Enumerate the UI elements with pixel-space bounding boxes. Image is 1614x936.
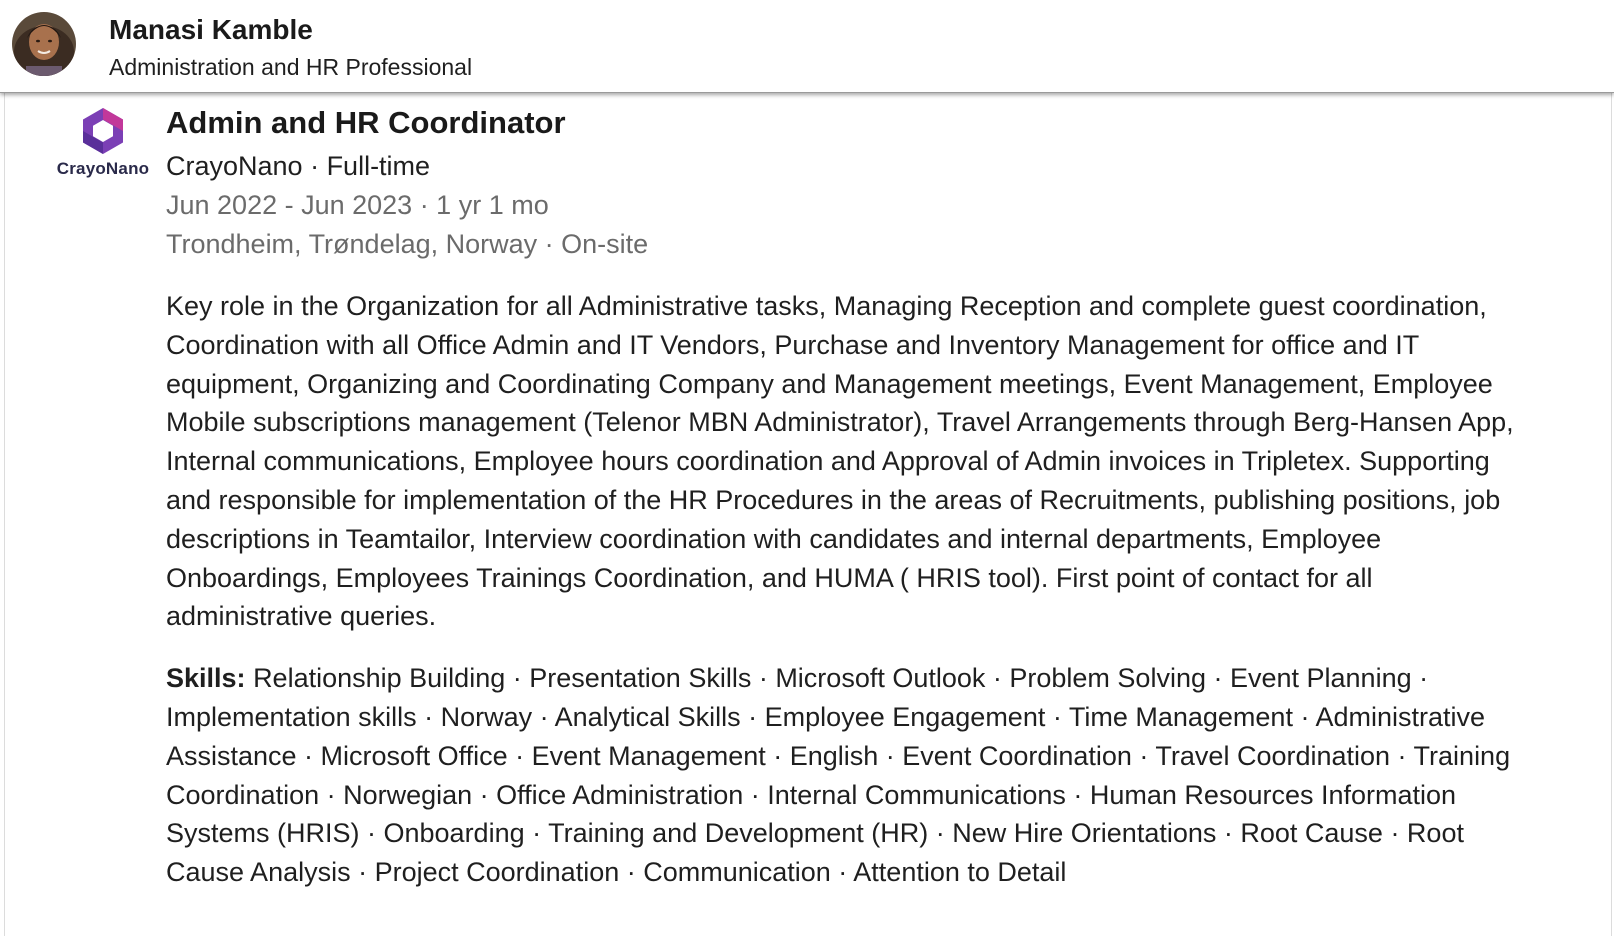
company-logo[interactable] [51, 105, 155, 185]
profile-name[interactable]: Manasi Kamble [109, 14, 313, 45]
crayonano-logo-icon [77, 105, 129, 157]
job-title: Admin and HR Coordinator [166, 105, 566, 140]
experience-card [4, 93, 1612, 936]
avatar[interactable] [12, 12, 76, 76]
experience-details [166, 103, 1566, 892]
profile-headline: Administration and HR Professional [109, 54, 473, 80]
skills-text: Relationship Building · Presentation Skills · Microsoft Outlook · Problem Solving · Event Planning · Implementation skills · Norway · Analytical Skills · Employee Engagement · Time Management · Administrative Assistance · Microsoft Office · Event Management · English · Event Coordination · Travel Coordination · Training Coordination · Norwegian · Office Administration · Internal Communications · Human Resources Information Systems (HRIS) · Onboarding · Training and Development (HR) · New Hire Orientations · Root Cause · Root Cause Analysis · Project Coordination · Communication · Attention to Detail [166, 663, 1511, 888]
profile-sticky-header [0, 0, 1614, 93]
skills-list [166, 659, 1536, 892]
company-logo-text: CrayoNano [56, 159, 150, 178]
job-description: Key role in the Organization for all Administrative tasks, Managing Reception and complete guest coordination, Coordination with all Office Admin and IT Vendors, Purchase and Inventory Management for office and IT equipment, Organizing and Coordinating Company and Management meetings, Event Management, Employee Mobile subscriptions management (Telenor MBN Administrator), Travel Arrangements through Berg-Hansen App, Internal communications, Employee hours coordination and Approval of Admin invoices in Tripletex. Supporting and responsible for implementation of the HR Procedures in the areas of Recruitments, publishing positions, job descriptions in Teamtailor, Interview coordination with candidates and internal departments, Employee Onboardings, Employees Trainings Coordination, and HUMA ( HRIS tool). First point of contact for all administrative queries. [166, 291, 1514, 632]
job-location: Trondheim, Trøndelag, Norway · On-site [166, 229, 649, 259]
employment-dates: Jun 2022 - Jun 2023 · 1 yr 1 mo [166, 190, 549, 220]
avatar-photo-icon [12, 12, 76, 76]
skills-label: Skills: [166, 663, 246, 694]
company-employment-type[interactable]: CrayoNano · Full-time [166, 151, 431, 181]
